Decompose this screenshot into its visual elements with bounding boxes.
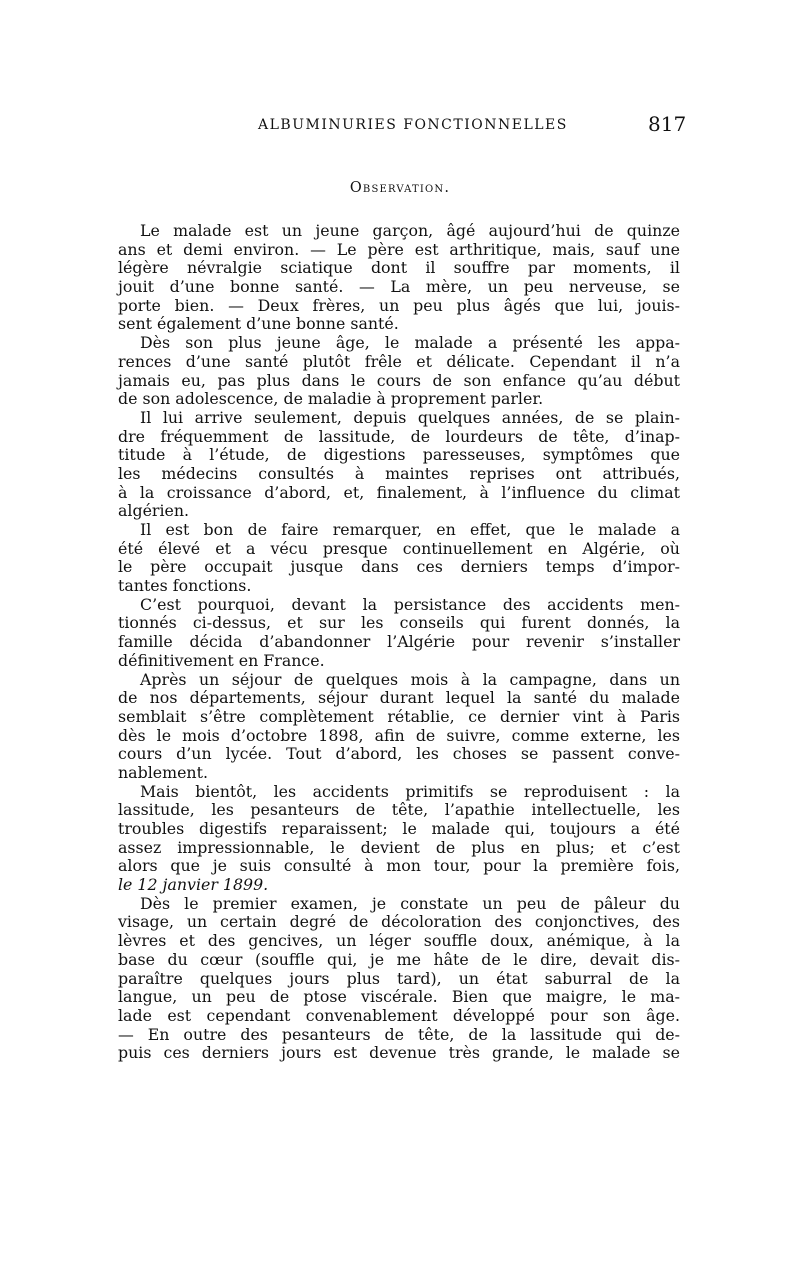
page-number: 817 [648,112,687,136]
text-line: alors que je suis consulté à mon tour, pour la première fois, [118,856,680,876]
text-line: dès le mois d’octobre 1898, afin de suivre, comme externe, les [118,725,680,745]
running-title: ALBUMINURIES FONCTIONNELLES [258,117,568,133]
text-line: langue, un peu de ptose viscérale. Bien que maigre, le ma- [118,987,680,1007]
text-line: le père occupait jusque dans ces derniers temps d’impor- [118,557,680,577]
text-line: — En outre des pesanteurs de tête, de la lassitude qui de- [118,1024,680,1044]
text-line: lèvres et des gencives, un léger souffle doux, anémique, à la [118,931,680,951]
text-line: les médecins consultés à maintes reprises ont attribués, [118,463,680,483]
text-line: algérien. [118,501,190,521]
text-line: jouit d’une bonne santé. — La mère, un peu nerveuse, se [118,277,680,297]
text-line: tantes fonctions. [118,576,252,596]
text-line: à la croissance d’abord, et, finalement, à l’influence du climat [118,482,680,502]
text-line: nablement. [118,762,208,782]
text-line: puis ces derniers jours est devenue très grande, le malade se [118,1043,680,1063]
text-line: assez impressionnable, le devient de plus en plus; et c’est [118,837,680,857]
text-line: Dès son plus jeune âge, le malade a présenté les appa- [140,333,680,353]
text-line: jamais eu, pas plus dans le cours de son enfance qu’au début [118,370,680,390]
text-line: Après un séjour de quelques mois à la campagne, dans un [140,669,680,689]
text-line: ans et demi environ. — Le père est arthritique, mais, sauf une [118,239,680,259]
section-title: Observation. [349,180,451,196]
text-line: cours d’un lycée. Tout d’abord, les choses se passent conve- [118,744,680,764]
text-line: lade est cependant convenablement développé pour son âge. [118,1005,680,1025]
text-line: troubles digestifs reparaissent; le malade qui, toujours a été [118,819,680,838]
text-line: visage, un certain degré de décoloration des conjonctives, des [118,912,680,932]
text-line: le 12 janvier 1899. [118,875,269,895]
text-line: Il lui arrive seulement, depuis quelques années, de se plain- [140,407,680,427]
text-line: tionnés ci-dessus, et sur les conseils qui furent donnés, la [118,613,680,633]
text-line: sent également d’une bonne santé. [118,314,399,334]
text-line: base du cœur (souffle qui, je me hâte de le dire, devait dis- [118,949,680,969]
text-line: Il est bon de faire remarquer, en effet, que le malade a [140,520,680,539]
text-line: de son adolescence, de maladie à proprement parler. [118,389,544,409]
text-line: lassitude, les pesanteurs de tête, l’apathie intellectuelle, les [118,800,680,820]
text-line: titude à l’étude, de digestions paresseuses, symptômes que [118,445,680,465]
text-line: semblait s’être complètement rétablie, ce dernier vint à Paris [118,706,680,726]
text-line: Dès le premier examen, je constate un peu de pâleur du [140,893,680,913]
text-line: famille décida d’abandonner l’Algérie pour revenir s’installer [118,632,680,652]
text-line: de nos départements, séjour durant lequel la santé du malade [118,688,680,708]
text-line: légère névralgie sciatique dont il souffre par moments, il [118,258,680,278]
text-line: C’est pourquoi, devant la persistance des accidents men- [140,594,680,614]
text-line: dre fréquemment de lassitude, de lourdeurs de tête, d’inap- [118,426,680,446]
text-line: été élevé et a vécu presque continuellement en Algérie, où [118,538,680,558]
body-text [118,222,680,1063]
text-line: Le malade est un jeune garçon, âgé aujourd’hui de quinze [140,221,680,240]
text-line: définitivement en France. [118,650,325,670]
text-line: rences d’une santé plutôt frêle et délicate. Cependant il n’a [118,351,680,371]
text-line: porte bien. — Deux frères, un peu plus âgés que lui, jouis- [118,295,680,315]
text-line: Mais bientôt, les accidents primitifs se reproduisent : la [140,781,680,801]
text-line: paraître quelques jours plus tard), un état saburral de la [118,968,680,988]
